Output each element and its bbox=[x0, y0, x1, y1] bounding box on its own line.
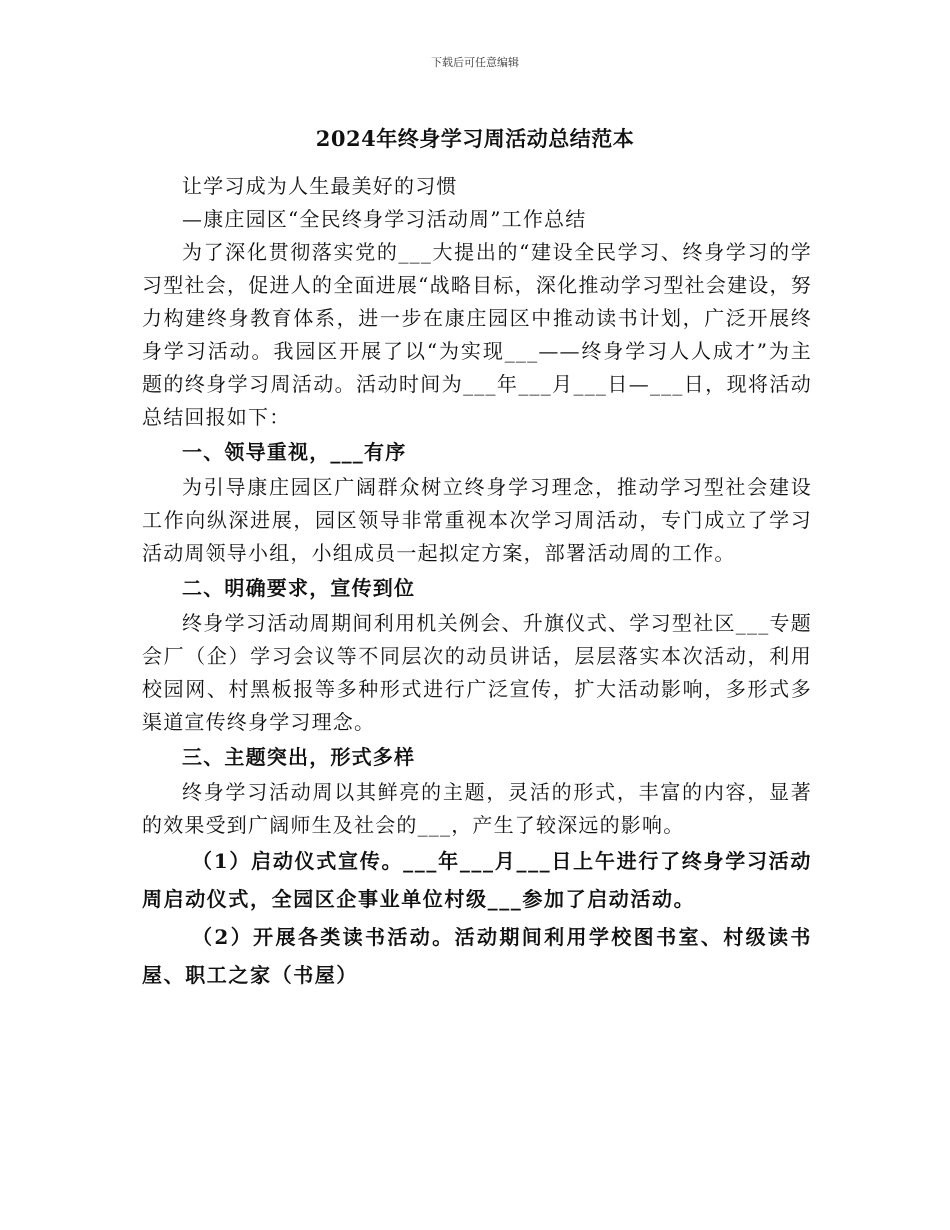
section-3-paragraph: 终身学习活动周以其鲜亮的主题，灵活的形式，丰富的内容，显著的效果受到广阔师生及社会的___，产生了较深远的影响。 bbox=[142, 780, 812, 837]
document-title: 2024年终身学习周活动总结范本 bbox=[315, 126, 635, 151]
document-body bbox=[142, 170, 812, 994]
section-1-paragraph: 为引导康庄园区广阔群众树立终身学习理念，推动学习型社会建设工作向纵深进展，园区领导非常重视本次学习周活动，专门成立了学习活动周领导小组，小组成员一起拟定方案，部署活动周的工作。 bbox=[142, 475, 812, 565]
section-2-heading: 二、明确要求，宣传到位 bbox=[182, 576, 416, 600]
section-3-heading: 三、主题突出，形式多样 bbox=[182, 745, 416, 769]
page-header-note: 下载后可任意编辑 bbox=[431, 56, 519, 69]
list-item-2: （2）开展各类读书活动。活动期间利用学校图书室、村级读书屋、职工之家（书屋） bbox=[142, 925, 812, 987]
intro-paragraph: 为了深化贯彻落实党的___大提出的“建设全民学习、终身学习的学习型社会，促进人的全面进展“战略目标，深化推动学习型社会建设，努力构建终身教育体系，进一步在康庄园区中推动读书计划，广泛开展终身学习活动。我园区开展了以“为实现___——终身学习人人成才”为主题的终身学习周活动。活动时间为___年___月___日—___日，现将活动总结回报如下： bbox=[142, 240, 812, 429]
section-1-heading: 一、领导重视，___有序 bbox=[182, 440, 407, 464]
section-2-paragraph: 终身学习活动周期间利用机关例会、升旗仪式、学习型社区___专题会厂（企）学习会议等不同层次的动员讲话，层层落实本次活动，利用校园网、村黑板报等多种形式进行广泛宣传，扩大活动影响，多形式多渠道宣传终身学习理念。 bbox=[142, 611, 812, 734]
subtitle-line-1: 让学习成为人生最美好的习惯 bbox=[182, 174, 458, 198]
subtitle-line-2: —康庄园区“全民终身学习活动周”工作总结 bbox=[182, 207, 587, 231]
list-item-1: （1）启动仪式宣传。___年___月___日上午进行了终身学习活动周启动仪式，全园区企事业单位村级___参加了启动活动。 bbox=[142, 849, 812, 911]
